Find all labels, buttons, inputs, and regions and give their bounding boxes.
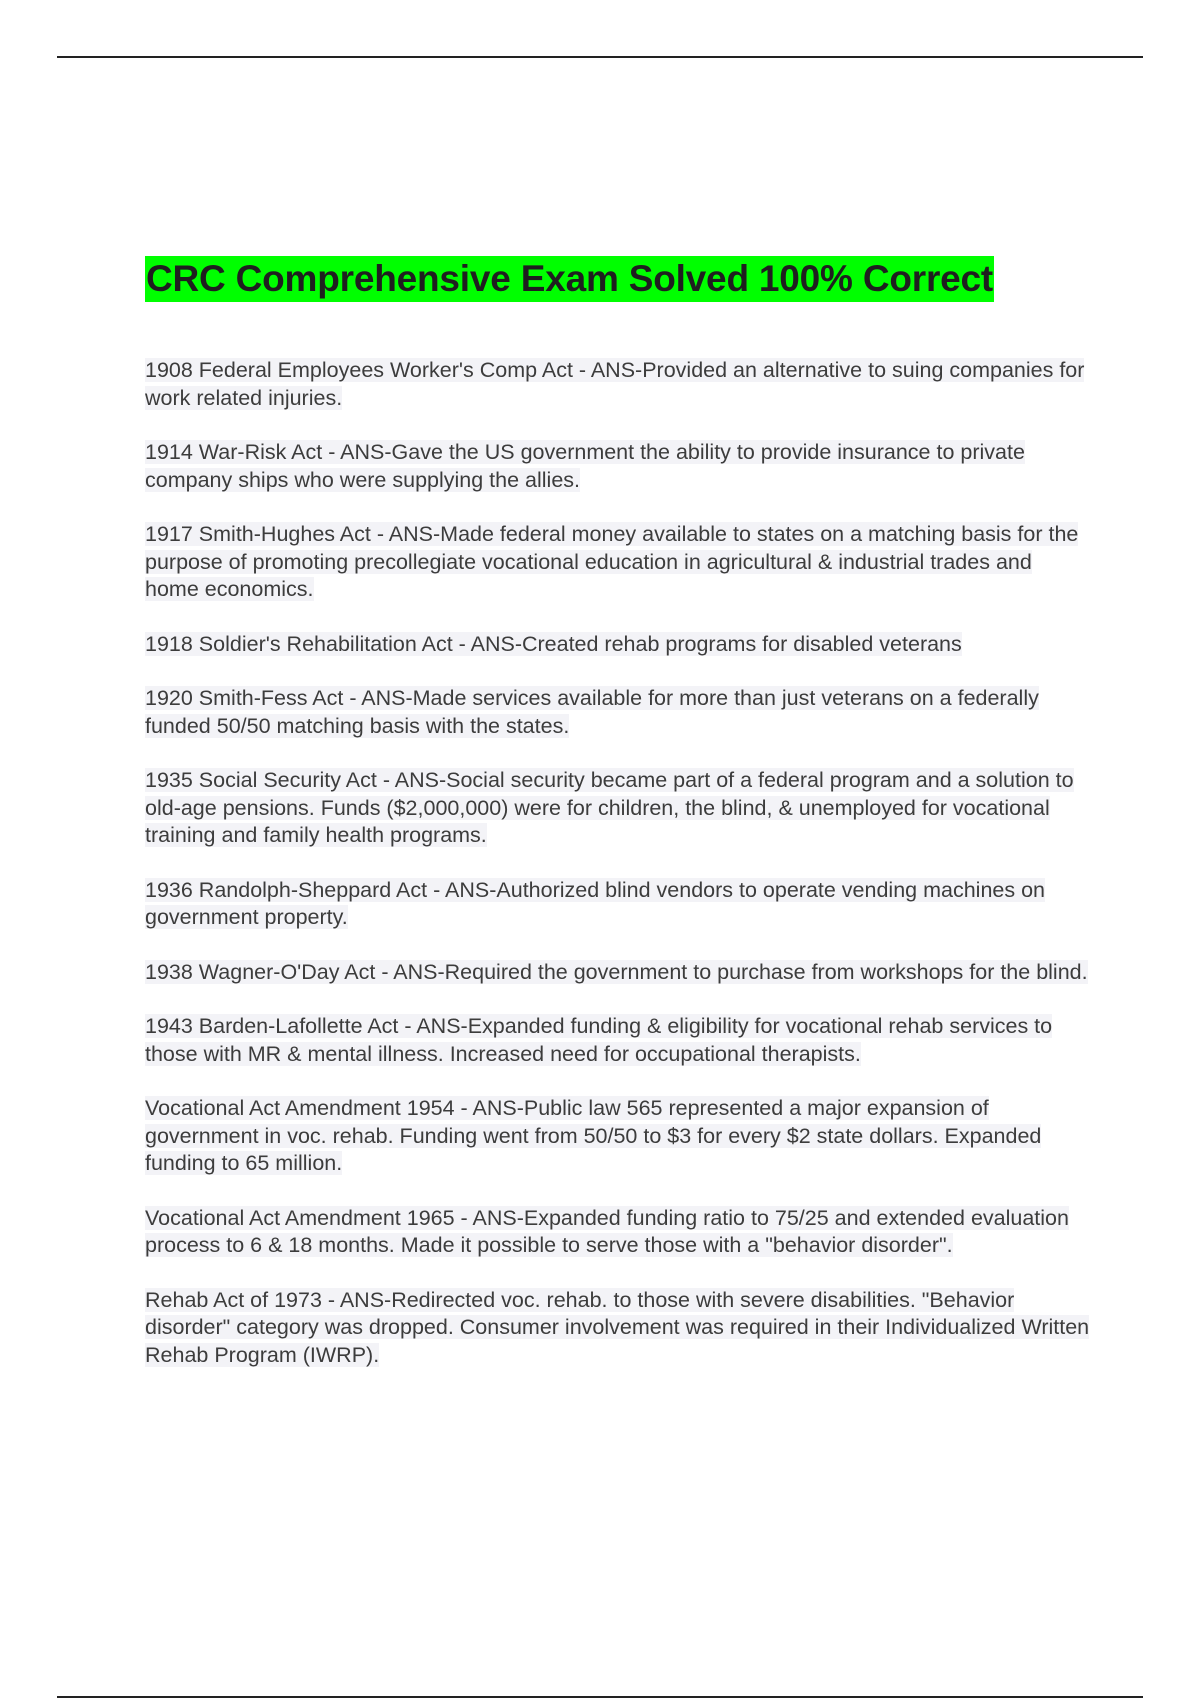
entry-text: 1935 Social Security Act - ANS-Social security became part of a federal program and a solution to old-age pensions. Funds ($2,000,000) were for children, the blind, & unemployed for vocational training and family health programs.: [145, 768, 1074, 847]
list-item: [145, 1287, 1090, 1370]
document-body: [145, 256, 1090, 1396]
entry-text: 1917 Smith-Hughes Act - ANS-Made federal money available to states on a matching basis for the purpose of promoting precollegiate vocational education in agricultural & industrial trades and home economics.: [145, 522, 1079, 601]
entry-text: 1938 Wagner-O'Day Act - ANS-Required the government to purchase from workshops for the blind.: [145, 959, 1088, 984]
entry-list: [145, 357, 1090, 1369]
list-item: [145, 357, 1090, 412]
list-item: [145, 959, 1090, 987]
entry-text: 1914 War-Risk Act - ANS-Gave the US government the ability to provide insurance to private company ships who were supplying the allies.: [145, 440, 1025, 492]
entry-text: 1920 Smith-Fess Act - ANS-Made services available for more than just veterans on a federally funded 50/50 matching basis with the states.: [145, 686, 1039, 738]
entry-text: 1936 Randolph-Sheppard Act - ANS-Authorized blind vendors to operate vending machines on government property.: [145, 877, 1045, 929]
entry-text: 1918 Soldier's Rehabilitation Act - ANS-Created rehab programs for disabled veterans: [145, 631, 962, 656]
list-item: [145, 1013, 1090, 1068]
entry-text: Rehab Act of 1973 - ANS-Redirected voc. rehab. to those with severe disabilities. "Behavior disorder" category was dropped. Consumer involvement was required in their Individualized Written Rehab Program (IWRP).: [145, 1287, 1090, 1367]
list-item: [145, 1205, 1090, 1260]
entry-text: 1908 Federal Employees Worker's Comp Act - ANS-Provided an alternative to suing companies for work related injuries.: [145, 358, 1085, 410]
entry-text: Vocational Act Amendment 1965 - ANS-Expanded funding ratio to 75/25 and extended evaluation process to 6 & 18 months. Made it possible to serve those with a "behavior disorder".: [145, 1205, 1069, 1257]
entry-text: Vocational Act Amendment 1954 - ANS-Public law 565 represented a major expansion of government in voc. rehab. Funding went from 50/50 to $3 for every $2 state dollars. Expanded funding to 65 million.: [145, 1096, 1042, 1175]
list-item: [145, 877, 1090, 932]
top-rule: [57, 56, 1143, 58]
list-item: [145, 1095, 1090, 1178]
list-item: [145, 521, 1090, 604]
bottom-rule: [57, 1696, 1143, 1698]
list-item: [145, 685, 1090, 740]
entry-text: 1943 Barden-Lafollette Act - ANS-Expanded funding & eligibility for vocational rehab services to those with MR & mental illness. Increased need for occupational therapists.: [145, 1014, 1053, 1066]
list-item: [145, 631, 1090, 659]
list-item: [145, 439, 1090, 494]
list-item: [145, 767, 1090, 850]
document-title: CRC Comprehensive Exam Solved 100% Correct: [145, 256, 994, 302]
